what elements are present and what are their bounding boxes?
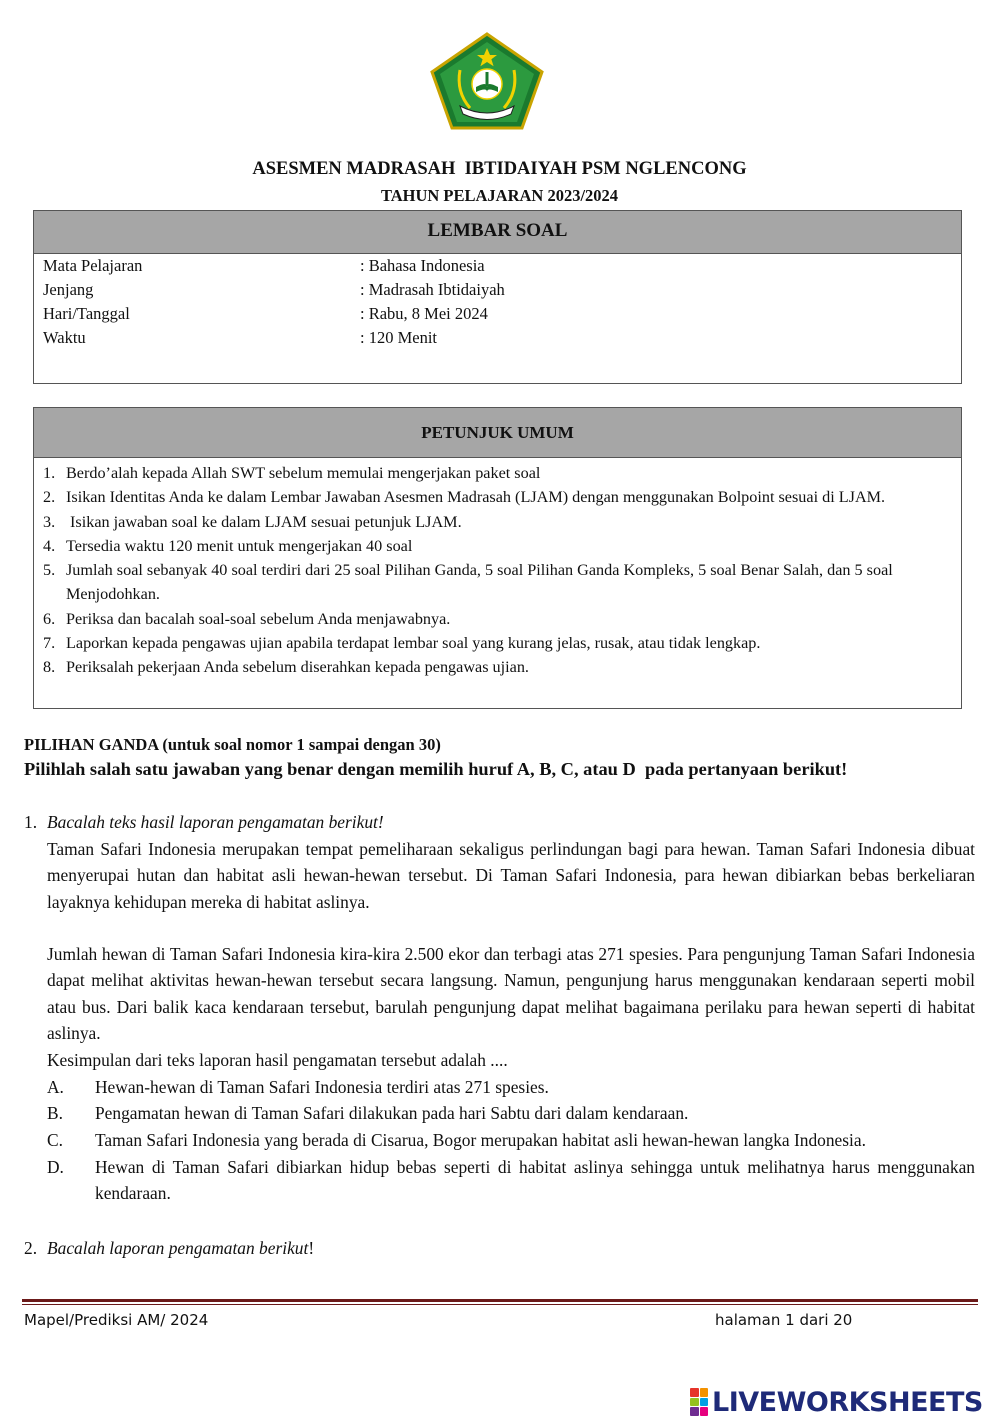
option-text: Hewan-hewan di Taman Safari Indonesia terdiri atas 271 spesies. xyxy=(95,1077,549,1097)
footer-left: Mapel/Prediksi AM/ 2024 xyxy=(24,1311,209,1329)
option-letter: B. xyxy=(47,1103,63,1123)
info-value: : Madrasah Ibtidaiyah xyxy=(360,280,505,299)
list-item: 5. Jumlah soal sebanyak 40 soal terdiri dari 25 soal Pilihan Ganda, 5 soal Pilihan Ganda Kompleks, 5 soal Benar Salah, dan 5 soal Menjodohkan. xyxy=(43,561,893,604)
option-text: Taman Safari Indonesia yang berada di Cisarua, Bogor merupakan habitat asli hewan-hewan langka Indonesia. xyxy=(95,1130,866,1150)
reading-paragraph: Jumlah hewan di Taman Safari Indonesia kira-kira 2.500 ekor dan terbagi atas 271 spesies. Para pengunjung Taman Safari Indonesia dapat melihat aktivitas hewan-hewan tersebut secara langsung. Namun, pengunjung harus menggunakan kendaraan seperti mobil atau bus. Dari balik kaca kendaraan tersebut, barulah pengunjung dapat melihat bagaimana perilaku para hewan seperti di habitat aslinya. xyxy=(47,944,975,1044)
option-letter: C. xyxy=(47,1130,63,1150)
answer-option[interactable] xyxy=(47,1127,975,1153)
list-item: 3. Isikan jawaban soal ke dalam LJAM sesuai petunjuk LJAM. xyxy=(43,512,462,531)
info-label: Jenjang xyxy=(43,280,94,299)
option-letter: A. xyxy=(47,1077,64,1097)
list-item: 6. Periksa dan bacalah soal-soal sebelum Anda menjawabnya. xyxy=(43,609,451,628)
question-number: 2. xyxy=(24,1238,38,1258)
question-prompt: Kesimpulan dari teks laporan hasil pengamatan tersebut adalah .... xyxy=(47,1050,508,1070)
liveworksheets-logo-icon xyxy=(690,1388,708,1416)
footer-divider xyxy=(22,1299,978,1302)
option-letter: D. xyxy=(47,1157,64,1177)
question-instruction: Bacalah laporan pengamatan berikut! xyxy=(47,1238,315,1258)
list-item: 4. Tersedia waktu 120 menit untuk mengerjakan 40 soal xyxy=(43,536,413,555)
brand-text: LIVEWORKSHEETS xyxy=(712,1386,983,1418)
petunjuk-umum-box xyxy=(33,407,962,709)
petunjuk-umum-heading: PETUNJUK UMUM xyxy=(34,408,961,458)
document-subtitle: TAHUN PELAJARAN 2023/2024 xyxy=(380,186,619,205)
list-item: 7. Laporkan kepada pengawas ujian apabila terdapat lembar soal yang kurang jelas, rusak, atau tidak lengkap. xyxy=(43,634,761,653)
info-value: : Rabu, 8 Mei 2024 xyxy=(360,304,488,323)
answer-option[interactable] xyxy=(47,1074,975,1100)
info-label: Mata Pelajaran xyxy=(43,256,143,275)
lembar-soal-heading: LEMBAR SOAL xyxy=(34,211,961,254)
list-item: 8. Periksalah pekerjaan Anda sebelum diserahkan kepada pengawas ujian. xyxy=(43,658,529,677)
page-number: halaman 1 dari 20 xyxy=(715,1311,853,1329)
reading-paragraph: Taman Safari Indonesia merupakan tempat pemeliharaan sekaligus perlindungan bagi para hewan. Taman Safari Indonesia dibuat menyerupai hutan dan habitat asli hewan-hewan tersebut. Di Taman Safari Indonesia, para hewan dibiarkan bebas berkeliaran layaknya kehidupan mereka di habitat aslinya. xyxy=(47,839,975,912)
section-instruction: Pilihlah salah satu jawaban yang benar dengan memilih huruf A, B, C, atau D pada pertanyaan berikut! xyxy=(24,759,848,779)
document-title: ASESMEN MADRASAH IBTIDAIYAH PSM NGLENCONG xyxy=(252,159,747,179)
answer-option[interactable] xyxy=(47,1100,975,1126)
question-1-header xyxy=(24,809,975,835)
option-text: Hewan di Taman Safari dibiarkan hidup bebas seperti di habitat aslinya sehingga untuk melihatnya harus menggunakan kendaraan. xyxy=(95,1157,975,1204)
info-label: Waktu xyxy=(43,328,86,347)
liveworksheets-brand xyxy=(690,1386,983,1418)
section-title: PILIHAN GANDA (untuk soal nomor 1 sampai dengan 30) xyxy=(24,735,441,754)
info-value: : 120 Menit xyxy=(360,328,437,347)
list-item: 1. Berdo’alah kepada Allah SWT sebelum memulai mengerjakan paket soal xyxy=(43,464,541,482)
lembar-soal-box xyxy=(33,210,962,384)
info-value: : Bahasa Indonesia xyxy=(360,256,485,275)
option-text: Pengamatan hewan di Taman Safari dilakukan pada hari Sabtu dari dalam kendaraan. xyxy=(95,1103,689,1123)
footer-divider-thin xyxy=(22,1304,978,1305)
kemenag-emblem-icon xyxy=(430,32,544,130)
instruction-list xyxy=(34,458,961,680)
answer-option[interactable] xyxy=(47,1154,975,1207)
question-instruction: Bacalah teks hasil laporan pengamatan berikut! xyxy=(47,812,384,832)
question-number: 1. xyxy=(24,812,38,832)
info-label: Hari/Tanggal xyxy=(43,304,130,323)
question-2-header xyxy=(24,1235,975,1261)
list-item: 2. Isikan Identitas Anda ke dalam Lembar Jawaban Asesmen Madrasah (LJAM) dengan menggunakan Bolpoint sesuai di LJAM. xyxy=(43,488,886,507)
